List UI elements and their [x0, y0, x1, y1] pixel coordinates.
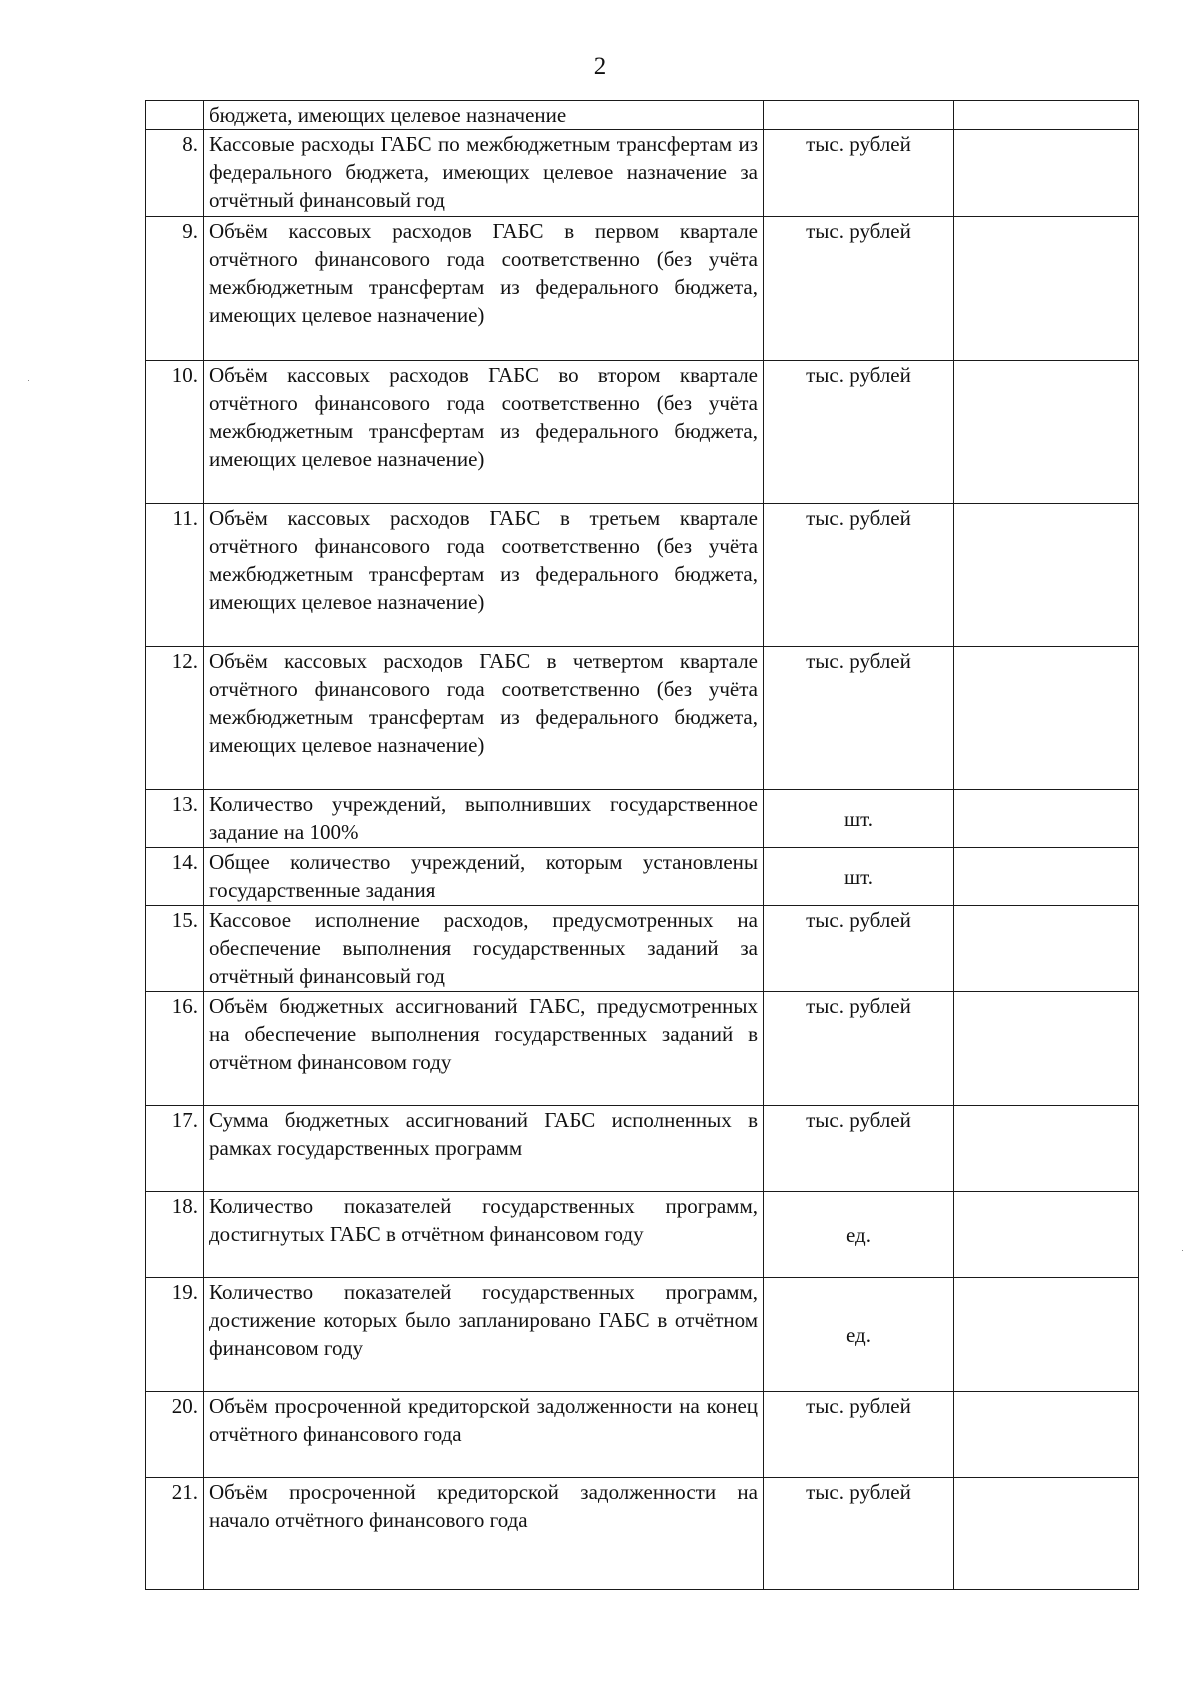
table-row: [146, 647, 1139, 790]
row-value: [954, 1106, 1139, 1192]
table-row: [146, 790, 1139, 848]
row-value: [954, 1192, 1139, 1278]
row-number: 11.: [146, 504, 204, 647]
row-unit: тыс. рублей: [764, 1392, 954, 1478]
row-description: Общее количество учреждений, которым установлены государственные задания: [204, 848, 764, 906]
row-number: 18.: [146, 1192, 204, 1278]
row-unit: тыс. рублей: [764, 130, 954, 217]
table-row: [146, 992, 1139, 1106]
row-unit: ед.: [764, 1278, 954, 1392]
row-value: [954, 906, 1139, 992]
row-number: 16.: [146, 992, 204, 1106]
row-value: [954, 504, 1139, 647]
table-row: [146, 1278, 1139, 1392]
row-number: 21.: [146, 1478, 204, 1590]
row-number: 17.: [146, 1106, 204, 1192]
row-description: Кассовое исполнение расходов, предусмотренных на обеспечение выполнения государственных заданий за отчётный финансовый год: [204, 906, 764, 992]
row-description: Объём кассовых расходов ГАБС в первом квартале отчётного финансового года соответственно (без учёта межбюджетным трансфертам из федерального бюджета, имеющих целевое назначение): [204, 217, 764, 361]
row-number: 10.: [146, 361, 204, 504]
row-number: 13.: [146, 790, 204, 848]
row-unit: шт.: [764, 848, 954, 906]
scan-speck: [1182, 1250, 1183, 1251]
row-value: [954, 101, 1139, 130]
row-description: Количество показателей государственных программ, достигнутых ГАБС в отчётном финансовом году: [204, 1192, 764, 1278]
table-row: [146, 1106, 1139, 1192]
row-unit: тыс. рублей: [764, 1478, 954, 1590]
table-row: [146, 217, 1139, 361]
row-description: Количество показателей государственных программ, достижение которых было запланировано ГАБС в отчётном финансовом году: [204, 1278, 764, 1392]
row-number: 9.: [146, 217, 204, 361]
indicators-table: [145, 100, 1139, 1590]
row-value: [954, 848, 1139, 906]
table-row: [146, 1392, 1139, 1478]
row-description: Кассовые расходы ГАБС по межбюджетным трансфертам из федерального бюджета, имеющих целевое назначение за отчётный финансовый год: [204, 130, 764, 217]
row-description: бюджета, имеющих целевое назначение: [204, 101, 764, 130]
row-description: Объём кассовых расходов ГАБС в четвертом квартале отчётного финансового года соответственно (без учёта межбюджетным трансфертам из федерального бюджета, имеющих целевое назначение): [204, 647, 764, 790]
row-unit: тыс. рублей: [764, 217, 954, 361]
row-value: [954, 217, 1139, 361]
row-description: Объём просроченной кредиторской задолженности на конец отчётного финансового года: [204, 1392, 764, 1478]
row-value: [954, 1392, 1139, 1478]
row-unit: [764, 101, 954, 130]
row-description: Сумма бюджетных ассигнований ГАБС исполненных в рамках государственных программ: [204, 1106, 764, 1192]
row-unit: тыс. рублей: [764, 647, 954, 790]
page-number: 2: [593, 53, 607, 80]
row-description: Количество учреждений, выполнивших государственное задание на 100%: [204, 790, 764, 848]
row-value: [954, 1278, 1139, 1392]
table-row: [146, 1192, 1139, 1278]
table-row: [146, 1478, 1139, 1590]
row-number: 8.: [146, 130, 204, 217]
row-number: [146, 101, 204, 130]
row-description: Объём кассовых расходов ГАБС в третьем квартале отчётного финансового года соответственно (без учёта межбюджетным трансфертам из федерального бюджета, имеющих целевое назначение): [204, 504, 764, 647]
row-unit: ед.: [764, 1192, 954, 1278]
table-row: [146, 361, 1139, 504]
row-value: [954, 1478, 1139, 1590]
row-unit: тыс. рублей: [764, 504, 954, 647]
row-number: 19.: [146, 1278, 204, 1392]
row-description: Объём просроченной кредиторской задолженности на начало отчётного финансового года: [204, 1478, 764, 1590]
row-unit: шт.: [764, 790, 954, 848]
row-value: [954, 647, 1139, 790]
row-value: [954, 992, 1139, 1106]
row-value: [954, 790, 1139, 848]
row-unit: тыс. рублей: [764, 992, 954, 1106]
row-number: 12.: [146, 647, 204, 790]
row-value: [954, 130, 1139, 217]
scan-speck: [28, 380, 29, 381]
row-unit: тыс. рублей: [764, 361, 954, 504]
row-number: 20.: [146, 1392, 204, 1478]
row-unit: тыс. рублей: [764, 1106, 954, 1192]
table-row: [146, 906, 1139, 992]
row-value: [954, 361, 1139, 504]
table-row: [146, 130, 1139, 217]
row-description: Объём бюджетных ассигнований ГАБС, предусмотренных на обеспечение выполнения государственных заданий в отчётном финансовом году: [204, 992, 764, 1106]
row-number: 14.: [146, 848, 204, 906]
row-number: 15.: [146, 906, 204, 992]
row-unit: тыс. рублей: [764, 906, 954, 992]
table-row: [146, 504, 1139, 647]
table-row: [146, 848, 1139, 906]
table-row: [146, 101, 1139, 130]
row-description: Объём кассовых расходов ГАБС во втором квартале отчётного финансового года соответственно (без учёта межбюджетным трансфертам из федерального бюджета, имеющих целевое назначение): [204, 361, 764, 504]
